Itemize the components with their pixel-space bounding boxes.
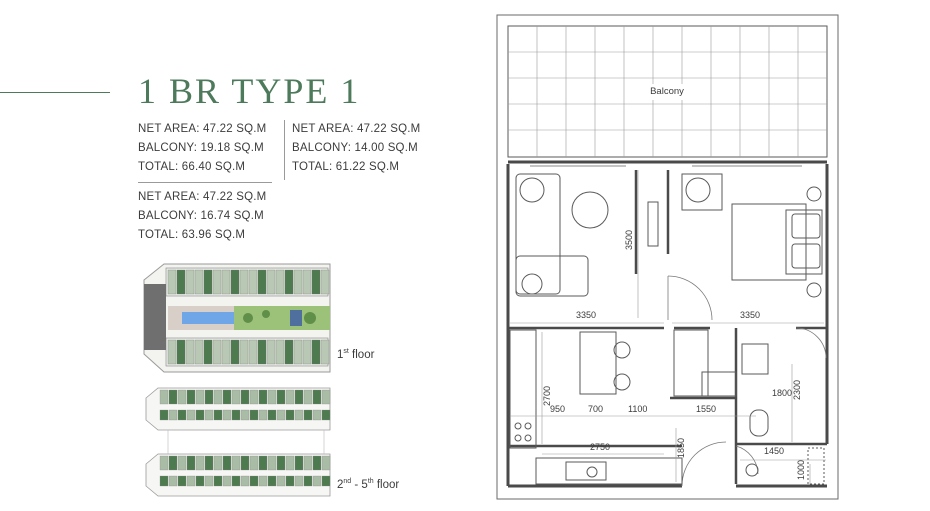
unit-block: [321, 270, 329, 294]
dimension-label: 1100: [628, 404, 648, 414]
unit-block: [195, 340, 203, 364]
sofa: [516, 174, 588, 296]
unit-block: [295, 476, 303, 486]
balcony-area-text: BALCONY: 16.74 SQ.M: [138, 210, 264, 222]
unit-block: [268, 456, 276, 470]
unit-block: [169, 476, 177, 486]
dimension-label: 1550: [696, 404, 717, 414]
balcony-area-text: BALCONY: 19.18 SQ.M: [138, 142, 264, 154]
unit-block: [303, 270, 311, 294]
unit-block: [213, 270, 221, 294]
unit-block: [186, 270, 194, 294]
unit-block: [213, 340, 221, 364]
unit-block: [204, 340, 212, 364]
unit-block: [276, 270, 284, 294]
unit-block: [241, 410, 249, 420]
total-area-text: TOTAL: 63.96 SQ.M: [138, 229, 246, 241]
unit-block: [223, 410, 231, 420]
unit-block: [232, 410, 240, 420]
unit-block: [169, 410, 177, 420]
tv-console: [648, 202, 658, 246]
unit-block: [169, 390, 177, 404]
unit-block: [322, 456, 330, 470]
unit-block: [277, 476, 285, 486]
unit-block: [294, 340, 302, 364]
unit-block: [285, 340, 293, 364]
desk: [682, 174, 722, 210]
unit-block: [322, 476, 330, 486]
unit-block: [268, 476, 276, 486]
dimension-label: 950: [550, 404, 566, 414]
tree: [262, 310, 270, 318]
unit-block: [160, 390, 168, 404]
unit-block: [214, 476, 222, 486]
first-floor-label: 1st floor: [337, 348, 375, 361]
unit-block: [223, 456, 231, 470]
unit-block: [223, 390, 231, 404]
unit-block: [178, 410, 186, 420]
unit-block: [205, 456, 213, 470]
unit-block: [313, 456, 321, 470]
unit-block: [294, 270, 302, 294]
unit-block: [286, 476, 294, 486]
unit-block: [249, 340, 257, 364]
unit-block: [214, 410, 222, 420]
unit-block: [259, 410, 267, 420]
unit-block: [241, 390, 249, 404]
unit-block: [160, 410, 168, 420]
dimension-label: 1850: [676, 437, 686, 458]
unit-block: [285, 270, 293, 294]
spec-block-3: [138, 188, 266, 245]
unit-block: [295, 390, 303, 404]
unit-block: [222, 340, 230, 364]
unit-block: [196, 410, 204, 420]
dimension-label: 3350: [740, 310, 761, 320]
unit-block: [240, 270, 248, 294]
bed: [732, 204, 822, 280]
building-core: [144, 284, 166, 350]
unit-block: [277, 456, 285, 470]
unit-block: [223, 476, 231, 486]
unit-block: [295, 410, 303, 420]
unit-block: [186, 340, 194, 364]
unit-block: [204, 270, 212, 294]
unit-block: [232, 456, 240, 470]
unit-block: [232, 476, 240, 486]
unit-block: [187, 390, 195, 404]
unit-block: [196, 456, 204, 470]
total-area-text: TOTAL: 66.40 SQ.M: [138, 161, 246, 173]
unit-block: [286, 390, 294, 404]
page-title: 1 BR TYPE 1: [138, 71, 361, 111]
unit-block: [232, 390, 240, 404]
unit-block: [250, 476, 258, 486]
unit-block: [312, 270, 320, 294]
dimension-label: 3500: [624, 229, 634, 250]
unit-block: [187, 456, 195, 470]
upper-floor-key-plan: [138, 384, 333, 500]
unit-block: [196, 390, 204, 404]
lamp-icon: [807, 187, 821, 201]
unit-block: [276, 340, 284, 364]
unit-block: [231, 270, 239, 294]
dining-table: [580, 332, 616, 394]
unit-block: [277, 390, 285, 404]
unit-block: [268, 390, 276, 404]
coffee-table: [572, 192, 608, 228]
unit-block: [169, 456, 177, 470]
unit-block: [304, 456, 312, 470]
unit-block: [258, 340, 266, 364]
unit-block: [205, 410, 213, 420]
unit-block: [241, 476, 249, 486]
unit-block: [177, 270, 185, 294]
unit-block: [231, 340, 239, 364]
unit-block: [286, 410, 294, 420]
unit-block: [250, 410, 258, 420]
unit-block: [178, 456, 186, 470]
unit-block: [267, 270, 275, 294]
unit-block: [295, 456, 303, 470]
unit-block: [304, 390, 312, 404]
unit-block: [177, 340, 185, 364]
balcony-area-text: BALCONY: 14.00 SQ.M: [292, 142, 418, 154]
unit-block: [303, 340, 311, 364]
unit-block: [322, 390, 330, 404]
unit-block: [178, 390, 186, 404]
total-area-text: TOTAL: 61.22 SQ.M: [292, 161, 400, 173]
unit-block: [222, 270, 230, 294]
unit-block: [205, 390, 213, 404]
unit-block: [214, 390, 222, 404]
first-floor-key-plan: [138, 262, 333, 374]
unit-block: [196, 476, 204, 486]
unit-strip-bottom: [166, 338, 329, 366]
dimension-label: 2750: [590, 442, 611, 452]
unit-block: [322, 410, 330, 420]
net-area-text: NET AREA: 47.22 SQ.M: [138, 123, 267, 135]
unit-block: [304, 476, 312, 486]
unit-block: [205, 476, 213, 486]
bathroom-fixtures: [742, 344, 824, 484]
unit-block: [250, 456, 258, 470]
unit-block: [195, 270, 203, 294]
unit-block: [313, 390, 321, 404]
unit-block: [313, 410, 321, 420]
net-area-text: NET AREA: 47.22 SQ.M: [138, 191, 267, 203]
unit-block: [286, 456, 294, 470]
wardrobe: [674, 330, 736, 396]
unit-block: [259, 456, 267, 470]
spec-block-1: [138, 120, 266, 177]
tree: [243, 313, 253, 323]
unit-block: [258, 270, 266, 294]
unit-block: [267, 340, 275, 364]
unit-block: [241, 456, 249, 470]
dimension-label: 2700: [542, 385, 552, 406]
unit-block: [187, 476, 195, 486]
spec-block-2: [292, 120, 420, 177]
chair: [686, 178, 710, 202]
net-area-text: NET AREA: 47.22 SQ.M: [292, 123, 421, 135]
spec-divider-vertical: [284, 120, 285, 180]
decorative-rule: [0, 92, 110, 93]
unit-block: [259, 476, 267, 486]
unit-block: [313, 476, 321, 486]
unit-floor-plan: [496, 14, 840, 500]
unit-block: [240, 340, 248, 364]
unit-block: [259, 390, 267, 404]
upper-floor-label: 2nd - 5th floor: [337, 478, 400, 491]
spec-divider-horizontal: [138, 182, 272, 183]
unit-block: [168, 340, 176, 364]
pool: [182, 312, 234, 324]
unit-strip-top: [166, 268, 329, 296]
unit-block: [187, 410, 195, 420]
dimension-label: 700: [588, 404, 604, 414]
unit-block: [214, 456, 222, 470]
fountain: [290, 310, 302, 326]
unit-block: [249, 270, 257, 294]
unit-block: [168, 270, 176, 294]
doors: [668, 276, 826, 486]
unit-block: [304, 410, 312, 420]
unit-block: [268, 410, 276, 420]
dimension-label: 1000: [796, 459, 806, 480]
balcony-label: Balcony: [650, 86, 684, 97]
dimension-label: 3350: [576, 310, 597, 320]
unit-block: [250, 390, 258, 404]
lamp-icon: [807, 283, 821, 297]
unit-block: [312, 340, 320, 364]
dimension-label: 1800: [772, 388, 793, 398]
tree: [304, 312, 316, 324]
unit-block: [160, 476, 168, 486]
unit-block: [178, 476, 186, 486]
unit-block: [160, 456, 168, 470]
dimension-label: 1450: [764, 446, 785, 456]
unit-block: [321, 340, 329, 364]
dimension-label: 2300: [792, 379, 802, 400]
unit-block: [277, 410, 285, 420]
interior-walls: [508, 170, 827, 484]
